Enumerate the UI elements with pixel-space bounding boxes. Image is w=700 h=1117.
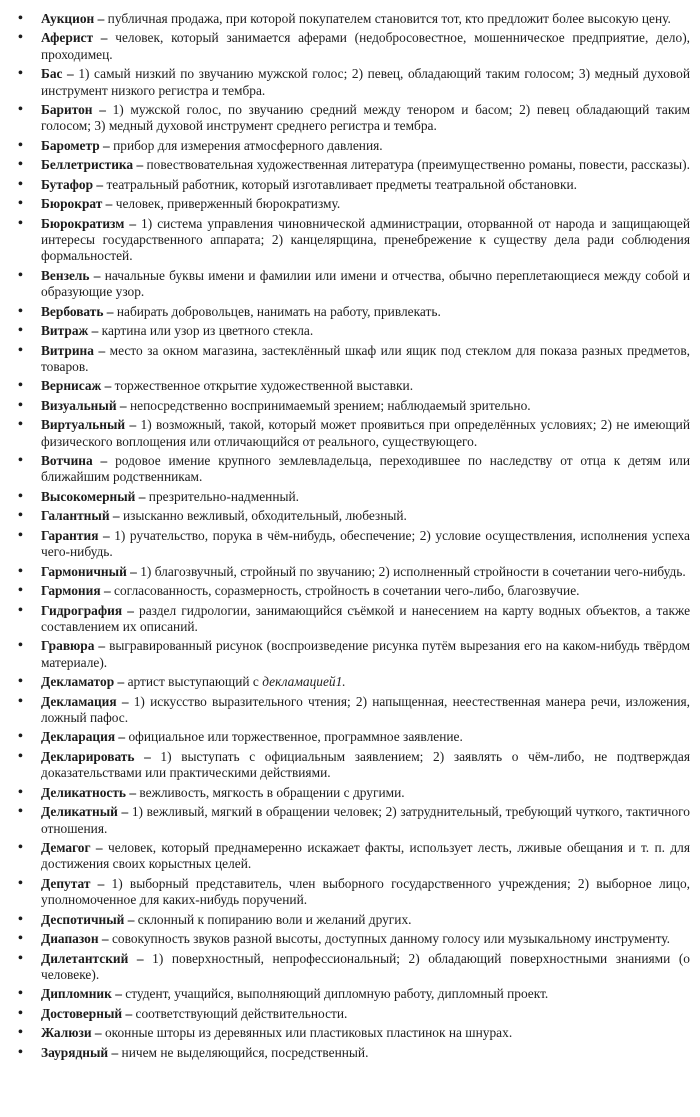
entry-dash: – [114, 674, 128, 690]
entry-dash: – [125, 417, 141, 433]
entry-dash: – [124, 911, 138, 927]
entry-term: Баритон [41, 102, 93, 118]
entry-dash: – [98, 527, 115, 543]
entry-definition: 1) самый низкий по звучанию мужской голос; 2) певец, обладающий таким голосом; 3) медный духовой инструмент низкого регистра и тембра. [41, 66, 691, 98]
entry-term: Декларация [41, 729, 116, 745]
entry-definition: 1) вежливый, мягкий в обращении человек; 2) затруднительный, требующий чуткого, тактичного отношения. [41, 804, 690, 836]
entry-term: Гидрография [41, 602, 123, 618]
entry-term: Бас [41, 66, 63, 82]
entry-term: Виртуальный [41, 417, 126, 433]
entry-term: Жалюзи [41, 1025, 92, 1041]
entry-dash: – [135, 488, 149, 504]
entry-definition: 1) система управления чиновнической администрации, оторванной от народа и защищающей интересы государственного аппарата; 2) канцелярщина, пренебрежение к существу дела ради соблюдения формальностей. [41, 215, 690, 264]
entry-term: Гравюра [41, 638, 95, 654]
glossary-entry [18, 508, 690, 524]
glossary-list [18, 11, 690, 1061]
entry-definition: артист выступающий с [127, 674, 259, 690]
glossary-entry [18, 417, 690, 450]
glossary-entry [18, 729, 690, 745]
entry-dash: – [94, 638, 110, 654]
entry-definition: согласованность, соразмерность, стройность в сочетании чего-либо, благозвучие. [114, 583, 580, 599]
entry-term: Диапазон [41, 931, 99, 947]
entry-term: Беллетристика [41, 157, 134, 173]
entry-term: Гармоничный [41, 563, 127, 579]
entry-definition: склонный к попиранию воли и желаний других. [137, 911, 412, 927]
glossary-entry [18, 840, 690, 873]
entry-dash: – [91, 1025, 105, 1041]
entry-term: Витрина [41, 342, 94, 358]
entry-term: Гарантия [41, 527, 99, 543]
glossary-entry [18, 1045, 690, 1061]
entry-definition: 1) выступать с официальным заявлением; 2) заявлять о чём-либо, не подтверждая доказательствами или практическими действиями. [41, 748, 690, 781]
entry-definition: театральный работник, который изготавливает предметы театральной обстановки. [106, 176, 578, 192]
entry-dash: – [116, 693, 134, 709]
entry-dash: – [111, 986, 126, 1002]
entry-dash: – [88, 323, 102, 339]
glossary-entry [18, 138, 690, 154]
glossary-entry [18, 66, 690, 99]
entry-definition: выгравированный рисунок (воспроизведение рисунка путём вырезания его на каком-нибудь твёрдом материале). [41, 638, 690, 670]
entry-definition: совокупность звуков разной высоты, доступных данному голосу или музыкальному инструменту. [111, 931, 670, 947]
entry-term: Деликатный [41, 804, 118, 820]
entry-definition: официальное или торжественное, программное заявление. [128, 729, 463, 745]
entry-term: Дилетантский [41, 950, 129, 966]
entry-definition: человек, который преднамеренно искажает факты, использует лесть, лживые обещания и т. п. для достижения своих корыстных целей. [41, 839, 691, 872]
entry-definition: начальные буквы имени и фамилии или имени и отчества, обычно переплетающиеся между собой и образующие узор. [41, 267, 691, 300]
glossary-entry [18, 749, 690, 782]
entry-dash: – [108, 1044, 122, 1060]
entry-term: Высокомерный [41, 488, 136, 504]
entry-dash: – [117, 804, 132, 820]
entry-definition: место за окном магазина, застеклённый шкаф или ящик под стеклом для показа разных предметов, товаров. [41, 342, 690, 374]
entry-term: Заурядный [41, 1044, 109, 1060]
entry-term: Дипломник [41, 986, 112, 1002]
glossary-entry [18, 912, 690, 928]
entry-definition: человек, который занимается аферами (недобросовестное, мошенническое предприятие, дело), проходимец. [41, 30, 690, 62]
entry-dash: – [115, 729, 129, 745]
entry-definition: изысканно вежливый, обходительный, любезный. [122, 508, 407, 524]
entry-definition: 1) искусство выразительного чтения; 2) напыщенная, неестественная манера речи, изложения, ложный пафос. [41, 693, 690, 725]
entry-term: Декламация [41, 693, 117, 709]
glossary-entry [18, 343, 690, 376]
entry-term: Гармония [41, 583, 101, 599]
glossary-entry [18, 1025, 690, 1041]
entry-dash: – [101, 378, 115, 394]
glossary-entry [18, 453, 690, 486]
entry-dash: – [92, 453, 116, 469]
glossary-entry [18, 528, 690, 561]
entry-dash: – [126, 784, 140, 800]
entry-dash: – [103, 303, 117, 319]
glossary-entry [18, 11, 690, 27]
glossary-entry [18, 323, 690, 339]
entry-term: Демагог [41, 839, 91, 855]
entry-definition: картина или узор из цветного стекла. [101, 323, 314, 339]
entry-term: Вернисаж [41, 378, 102, 394]
glossary-entry [18, 583, 690, 599]
entry-definition: 1) ручательство, порука в чём-нибудь, обеспечение; 2) условие осуществления, исполнения успеха чего-нибудь. [41, 527, 690, 560]
entry-definition: человек, приверженный бюрократизму. [115, 196, 341, 212]
entry-term: Декламатор [41, 674, 115, 690]
entry-definition: непосредственно воспринимаемый зрением; наблюдаемый зрительно. [129, 397, 531, 413]
entry-dash: – [98, 931, 112, 947]
entry-term: Бюрократ [41, 196, 103, 212]
entry-term: Деликатность [41, 784, 126, 800]
entry-definition: соответствующий действительности. [135, 1005, 348, 1021]
glossary-entry [18, 674, 690, 690]
entry-dash: – [93, 342, 110, 358]
entry-dash: – [122, 602, 140, 618]
glossary-entry [18, 304, 690, 320]
glossary-entry [18, 102, 690, 135]
entry-definition: ничем не выделяющийся, посредственный. [121, 1044, 369, 1060]
glossary-entry [18, 638, 690, 671]
entry-definition: 1) мужской голос, по звучанию средний между тенором и басом; 2) певец обладающий таким голосом; 3) медный духовой инструмент среднего регистра и тембра. [41, 102, 691, 134]
entry-term: Достоверный [41, 1005, 123, 1021]
entry-definition: 1) благозвучный, стройный по звучанию; 2) исполненный стройности в сочетании чего-нибудь. [140, 563, 686, 579]
entry-dash: – [90, 875, 112, 891]
entry-definition-italic: декламацией1. [262, 674, 346, 690]
entry-term: Бюрократизм [41, 215, 125, 231]
entry-term: Визуальный [41, 397, 117, 413]
glossary-entry [18, 694, 690, 727]
glossary-entry [18, 157, 690, 173]
glossary-entry [18, 564, 690, 580]
entry-dash: – [90, 839, 108, 855]
glossary-entry [18, 398, 690, 414]
entry-dash: – [126, 563, 141, 579]
entry-dash: – [62, 66, 79, 82]
entry-definition: раздел гидрологии, занимающийся съёмкой и нанесением на карту водных объектов, а также составлением их описаний. [41, 602, 691, 634]
entry-term: Аферист [41, 30, 94, 46]
entry-definition: публичная продажа, при которой покупателем становится тот, кто предложит более высокую цену. [107, 11, 671, 26]
entry-dash: – [124, 215, 142, 231]
entry-dash: – [89, 267, 105, 283]
glossary-entry [18, 876, 690, 909]
glossary-entry [18, 1006, 690, 1022]
glossary-entry [18, 378, 690, 394]
entry-definition: презрительно-надменный. [148, 488, 300, 504]
glossary-entry [18, 603, 690, 636]
glossary-entry [18, 177, 690, 193]
entry-term: Барометр [41, 137, 100, 153]
glossary-entry [18, 196, 690, 212]
entry-dash: – [102, 196, 116, 212]
entry-dash: – [122, 1005, 136, 1021]
glossary-entry [18, 804, 690, 837]
entry-term: Галантный [41, 508, 110, 524]
entry-term: Витраж [41, 323, 89, 339]
entry-term: Вотчина [41, 453, 93, 469]
glossary-entry [18, 951, 690, 984]
entry-definition: оконные шторы из деревянных или пластиковых пластинок на шнурах. [104, 1025, 513, 1041]
entry-dash: – [134, 748, 161, 764]
entry-term: Деспотичный [41, 911, 125, 927]
entry-term: Вербовать [41, 303, 104, 319]
entry-term: Декларировать [41, 748, 135, 764]
entry-dash: – [94, 11, 108, 26]
glossary-entry [18, 216, 690, 265]
entry-definition: 1) поверхностный, непрофессиональный; 2) обладающий поверхностными знаниями (о человеке). [41, 950, 690, 982]
entry-definition: прибор для измерения атмосферного давления. [113, 137, 383, 153]
entry-dash: – [92, 102, 113, 118]
entry-definition: торжественное открытие художественной выставки. [114, 378, 414, 394]
entry-dash: – [116, 397, 130, 413]
glossary-entry [18, 785, 690, 801]
glossary-entry [18, 268, 690, 301]
entry-dash: – [93, 30, 116, 46]
entry-dash: – [99, 137, 114, 153]
entry-definition: студент, учащийся, выполняющий дипломную работу, дипломный проект. [125, 986, 549, 1002]
entry-dash: – [109, 508, 123, 524]
entry-definition: родовое имение крупного землевладельца, переходившее по наследству от отца к детям или ближайшим родственникам. [41, 453, 690, 485]
entry-definition: 1) выборный представитель, член выборного государственного учреждения; 2) выборное лицо, уполномоченное для каких-нибудь поручений. [41, 875, 691, 908]
entry-dash: – [128, 950, 153, 966]
entry-term: Вензель [41, 267, 90, 283]
entry-dash: – [100, 583, 114, 599]
entry-term: Аукцион [41, 11, 95, 26]
entry-dash: – [133, 157, 147, 173]
entry-definition: повествовательная художественная литература (преимущественно романы, повести, рассказы). [146, 157, 690, 173]
entry-term: Бутафор [41, 176, 94, 192]
entry-dash: – [93, 176, 107, 192]
entry-term: Депутат [41, 875, 91, 891]
entry-definition: набирать добровольцев, нанимать на работу, привлекать. [116, 303, 441, 319]
glossary-entry [18, 986, 690, 1002]
glossary-entry [18, 489, 690, 505]
entry-definition: вежливость, мягкость в обращении с другими. [139, 784, 405, 800]
glossary-entry [18, 30, 690, 63]
entry-definition: 1) возможный, такой, который может проявиться при определённых условиях; 2) не имеющий физического воплощения или отличающийся от реального, существующего. [41, 417, 690, 449]
glossary-entry [18, 931, 690, 947]
